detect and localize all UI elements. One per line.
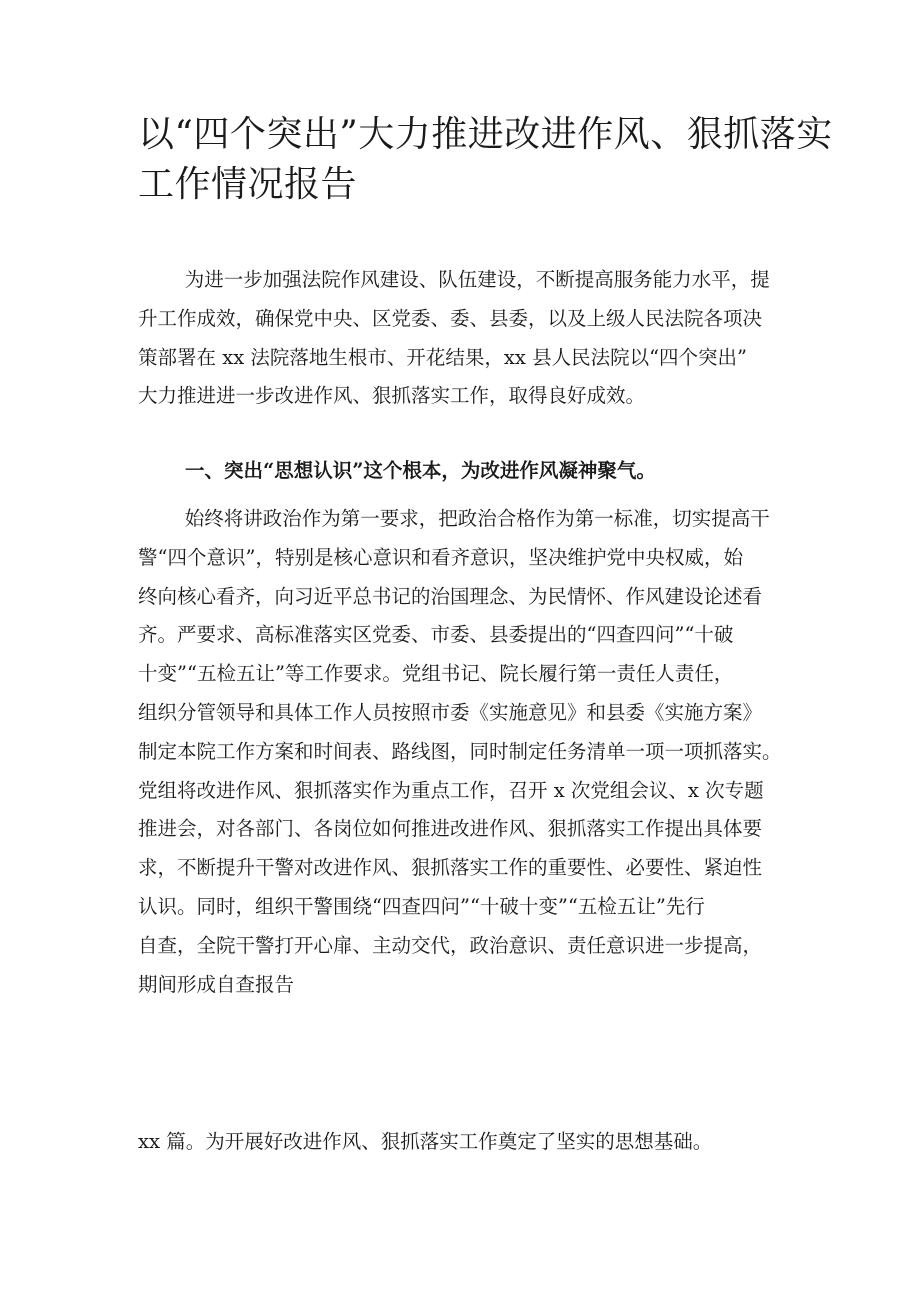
document-title xyxy=(138,110,833,210)
section-1-tail-paragraph: xx 篇。为开展好改进作风、狠抓落实工作奠定了坚实的思想基础。 xyxy=(138,1130,713,1153)
intro-line: 为进一步加强法院作风建设、队伍建设，不断提高服务能力水平，提 xyxy=(184,268,770,291)
paragraph-line: 组织分管领导和具体工作人员按照市委《实施意见》和县委《实施方案》 xyxy=(138,700,763,724)
paragraph-line: 制定本院工作方案和时间表、路线图，同时制定任务清单一项一项抓落实。 xyxy=(138,739,782,763)
paragraph-line: 始终将讲政治作为第一要求，把政治合格作为第一标准，切实提高干 xyxy=(184,507,770,530)
intro-line: 升工作成效，确保党中央、区党委、委、县委，以及上级人民法院各项决 xyxy=(138,306,763,330)
intro-line: 大力推进进一步改进作风、狠抓落实工作，取得良好成效。 xyxy=(138,384,646,408)
paragraph-line: 推进会，对各部门、各岗位如何推进改进作风、狠抓落实工作提出具体要 xyxy=(138,817,763,841)
paragraph-line: 齐。严要求、高标准落实区党委、市委、县委提出的“四查四问”“十破 xyxy=(138,623,734,647)
title-line: 以“四个突出”大力推进改进作风、狠抓落实 xyxy=(138,114,833,155)
section-heading-1: 一、突出“思想认识”这个根本，为改进作风凝神聚气。 xyxy=(185,459,656,482)
intro-line: 策部署在 xx 法院落地生根市、开花结果，xx 县人民法院以“四个突出” xyxy=(138,345,748,369)
paragraph-line: 期间形成自查报告 xyxy=(138,972,295,996)
intro-paragraph xyxy=(138,261,798,416)
title-line: 工作情况报告 xyxy=(138,164,358,205)
paragraph-line: 终向核心看齐，向习近平总书记的治国理念、为民情怀、作风建设论述看 xyxy=(138,584,763,608)
paragraph-line: 自查，全院干警打开心扉、主动交代，政治意识、责任意识进一步提高， xyxy=(138,933,763,957)
paragraph-line: 警“四个意识”，特别是核心意识和看齐意识，坚决维护党中央权威，始 xyxy=(138,545,743,569)
paragraph-line: 十变”“五检五让”等工作要求。党组书记、院长履行第一责任人责任， xyxy=(138,662,734,686)
section-1-paragraph xyxy=(138,500,798,1004)
paragraph-line: 党组将改进作风、狠抓落实作为重点工作，召开 x 次党组会议、x 次专题 xyxy=(138,778,764,802)
paragraph-line: 求，不断提升干警对改进作风、狠抓落实工作的重要性、必要性、紧迫性 xyxy=(138,856,763,880)
paragraph-line: 认识。同时，组织干警围绕“四查四问”“十破十变”“五检五让”先行 xyxy=(138,894,705,918)
